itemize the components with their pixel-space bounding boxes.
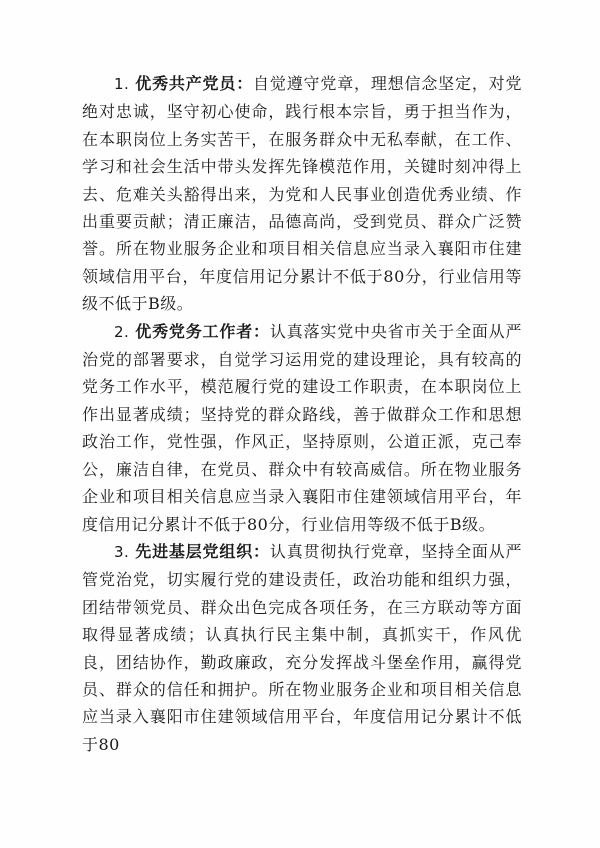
section-1-paragraph	[82, 70, 522, 318]
section-1-number: 1.	[114, 75, 130, 93]
section-1-body: 自觉遵守党章，理想信念坚定，对党绝对忠诚，坚守初心使命，践行根本宗旨，勇于担当作为，在本职岗位上务实苦干，在服务群众中无私奉献，在工作、学习和社会生活中带头发挥先锋模范作用，关键时刻冲得上去、危难关头豁得出来，为党和人民事业创造优秀业绩、作出重要贡献；清正廉洁，品德高尚，受到党员、群众广泛赞誉。所在物业服务企业和项目相关信息应当录入襄阳市住建领域信用平台，年度信用记分累计不低于80分，行业信用等级不低于B级。	[82, 74, 522, 314]
section-3-body: 认真贯彻执行党章，坚持全面从严管党治党，切实履行党的建设责任，政治功能和组织力强，团结带领党员、群众出色完成各项任务，在三方联动等方面取得显著成绩；认真执行民主集中制，真抓实干，作风优良，团结协作，勤政廉政，充分发挥战斗堡垒作用，赢得党员、群众的信任和拥护。所在物业服务企业和项目相关信息应当录入襄阳市住建领域信用平台，年度信用记分累计不低于80	[82, 541, 522, 754]
section-2-number: 2.	[114, 322, 130, 341]
document-body	[82, 70, 522, 758]
section-3-paragraph	[82, 538, 522, 758]
section-2-paragraph	[82, 318, 522, 538]
section-2-body: 认真落实党中央省市关于全面从严治党的部署要求，自觉学习运用党的建设理论，具有较高的党务工作水平，模范履行党的建设工作职责，在本职岗位上作出显著成绩；坚持党的群众路线，善于做群众工作和思想政治工作，党性强，作风正，坚持原则，公道正派，克己奉公，廉洁自律，在党员、群众中有较高威信。所在物业服务企业和项目相关信息应当录入襄阳市住建领域信用平台，年度信用记分累计不低于80分，行业信用等级不低于B级。	[82, 321, 522, 534]
section-3-heading: 先进基层党组织：	[135, 541, 270, 561]
section-1-heading: 优秀共产党员：	[135, 74, 254, 93]
section-3-number: 3.	[114, 542, 130, 561]
section-2-heading: 优秀党务工作者：	[135, 321, 270, 341]
